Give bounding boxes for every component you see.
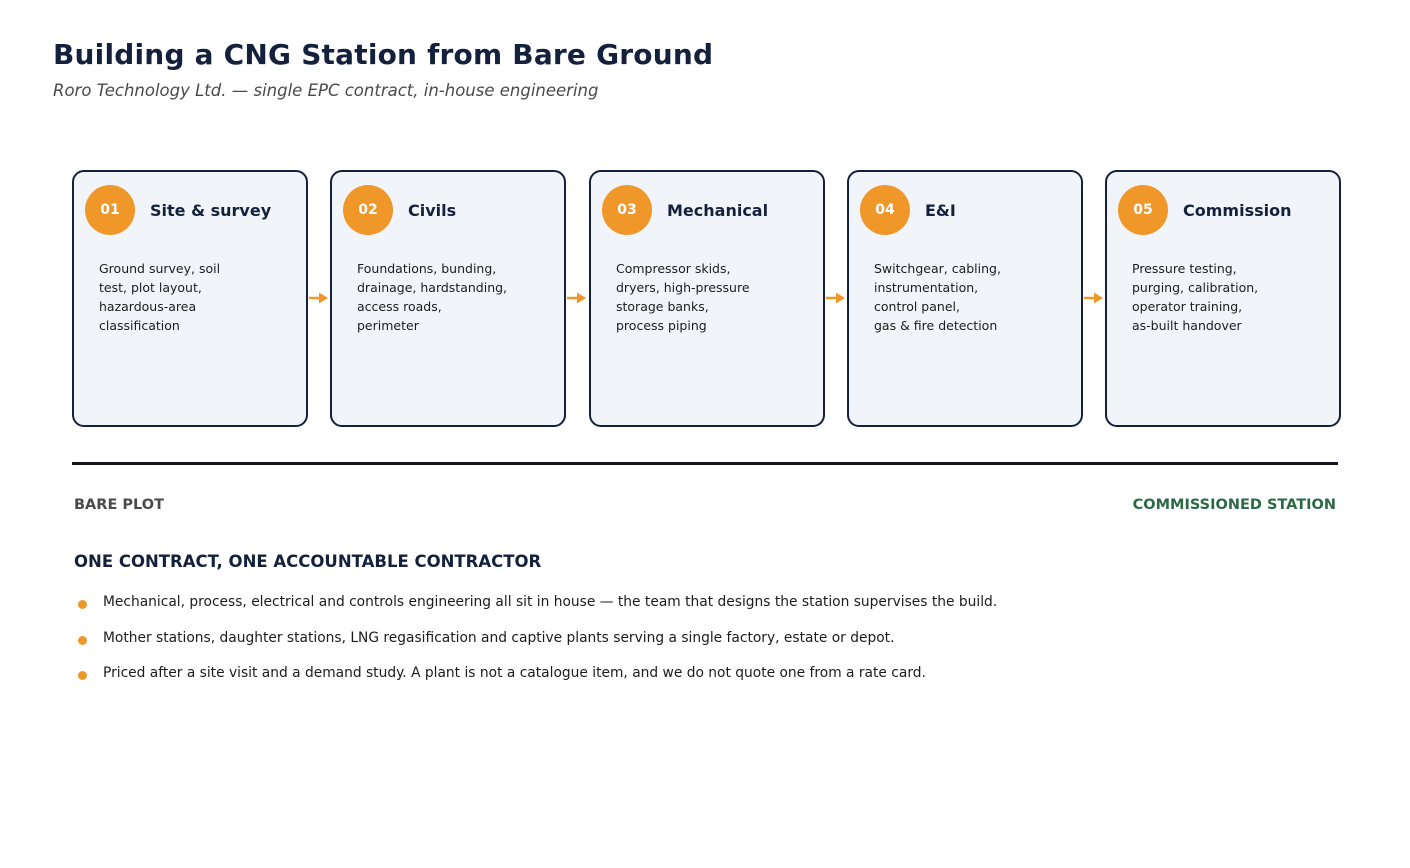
contract-bullet-item (76, 665, 997, 701)
step-number-badge: 02 (343, 185, 393, 235)
flow-arrow-icon (825, 290, 847, 306)
step-description-line: Compressor skids, (616, 261, 731, 276)
step-description (616, 259, 816, 335)
step-description-line: perimeter (357, 318, 419, 333)
step-description (1132, 259, 1332, 335)
page-subtitle: Roro Technology Ltd. — single EPC contract, in-house engineering (53, 81, 599, 100)
step-number-badge: 03 (602, 185, 652, 235)
step-description-line: gas & fire detection (874, 318, 998, 333)
bullet-dot-icon (78, 671, 87, 680)
step-card-civils (330, 170, 566, 427)
step-title: Commission (1183, 201, 1292, 220)
step-card-commission (1105, 170, 1341, 427)
step-title: Civils (408, 201, 457, 220)
flow-arrow-icon (1083, 290, 1105, 306)
step-card-mechanical (589, 170, 825, 427)
step-description-line: Ground survey, soil (99, 261, 221, 276)
step-description-line: hazardous-area (99, 299, 197, 314)
step-number-badge: 04 (860, 185, 910, 235)
step-description-line: process piping (616, 318, 707, 333)
contract-heading: ONE CONTRACT, ONE ACCOUNTABLE CONTRACTOR (74, 552, 542, 571)
timeline-baseline (72, 462, 1338, 465)
step-description-line: Switchgear, cabling, (874, 261, 1001, 276)
step-title: Mechanical (667, 201, 769, 220)
step-description-line: Pressure testing, (1132, 261, 1237, 276)
step-card-e-and-i (847, 170, 1083, 427)
step-description-line: control panel, (874, 299, 960, 314)
contract-bullet-text: Mechanical, process, electrical and controls engineering all sit in house — the team that designs the station supervises the build. (103, 594, 998, 610)
step-description-line: instrumentation, (874, 280, 979, 295)
page-title: Building a CNG Station from Bare Ground (53, 38, 714, 71)
step-description (357, 259, 557, 335)
step-description-line: as-built handover (1132, 318, 1242, 333)
contract-bullet-text: Mother stations, daughter stations, LNG regasification and captive plants serving a single factory, estate or depot. (103, 629, 895, 646)
step-description (874, 259, 1074, 335)
contract-bullet-item (76, 594, 997, 630)
step-description-line: purging, calibration, (1132, 280, 1259, 295)
step-number-badge: 01 (85, 185, 135, 235)
step-title: Site & survey (150, 201, 272, 220)
step-description-line: drainage, hardstanding, (357, 280, 508, 295)
step-description-line: access roads, (357, 299, 442, 314)
flow-arrow-icon (308, 290, 330, 306)
step-card-site-survey (72, 170, 308, 427)
step-description-line: Foundations, bunding, (357, 261, 497, 276)
step-description (99, 259, 299, 335)
flow-arrow-icon (566, 290, 588, 306)
step-number-badge: 05 (1118, 185, 1168, 235)
step-description-line: dryers, high-pressure (616, 280, 750, 295)
contract-bullet-item (76, 630, 997, 666)
timeline-start-label: BARE PLOT (74, 497, 164, 513)
bullet-dot-icon (78, 600, 87, 609)
step-description-line: storage banks, (616, 299, 709, 314)
step-description-line: test, plot layout, (99, 280, 202, 295)
step-title: E&I (925, 201, 956, 220)
contract-bullet-text: Priced after a site visit and a demand study. A plant is not a catalogue item, and we do not quote one from a rate card. (103, 665, 926, 681)
timeline-end-label: COMMISSIONED STATION (1132, 497, 1336, 513)
step-description-line: classification (99, 318, 180, 333)
step-description-line: operator training, (1132, 299, 1243, 314)
bullet-dot-icon (78, 636, 87, 645)
contract-bullet-list (76, 594, 997, 701)
